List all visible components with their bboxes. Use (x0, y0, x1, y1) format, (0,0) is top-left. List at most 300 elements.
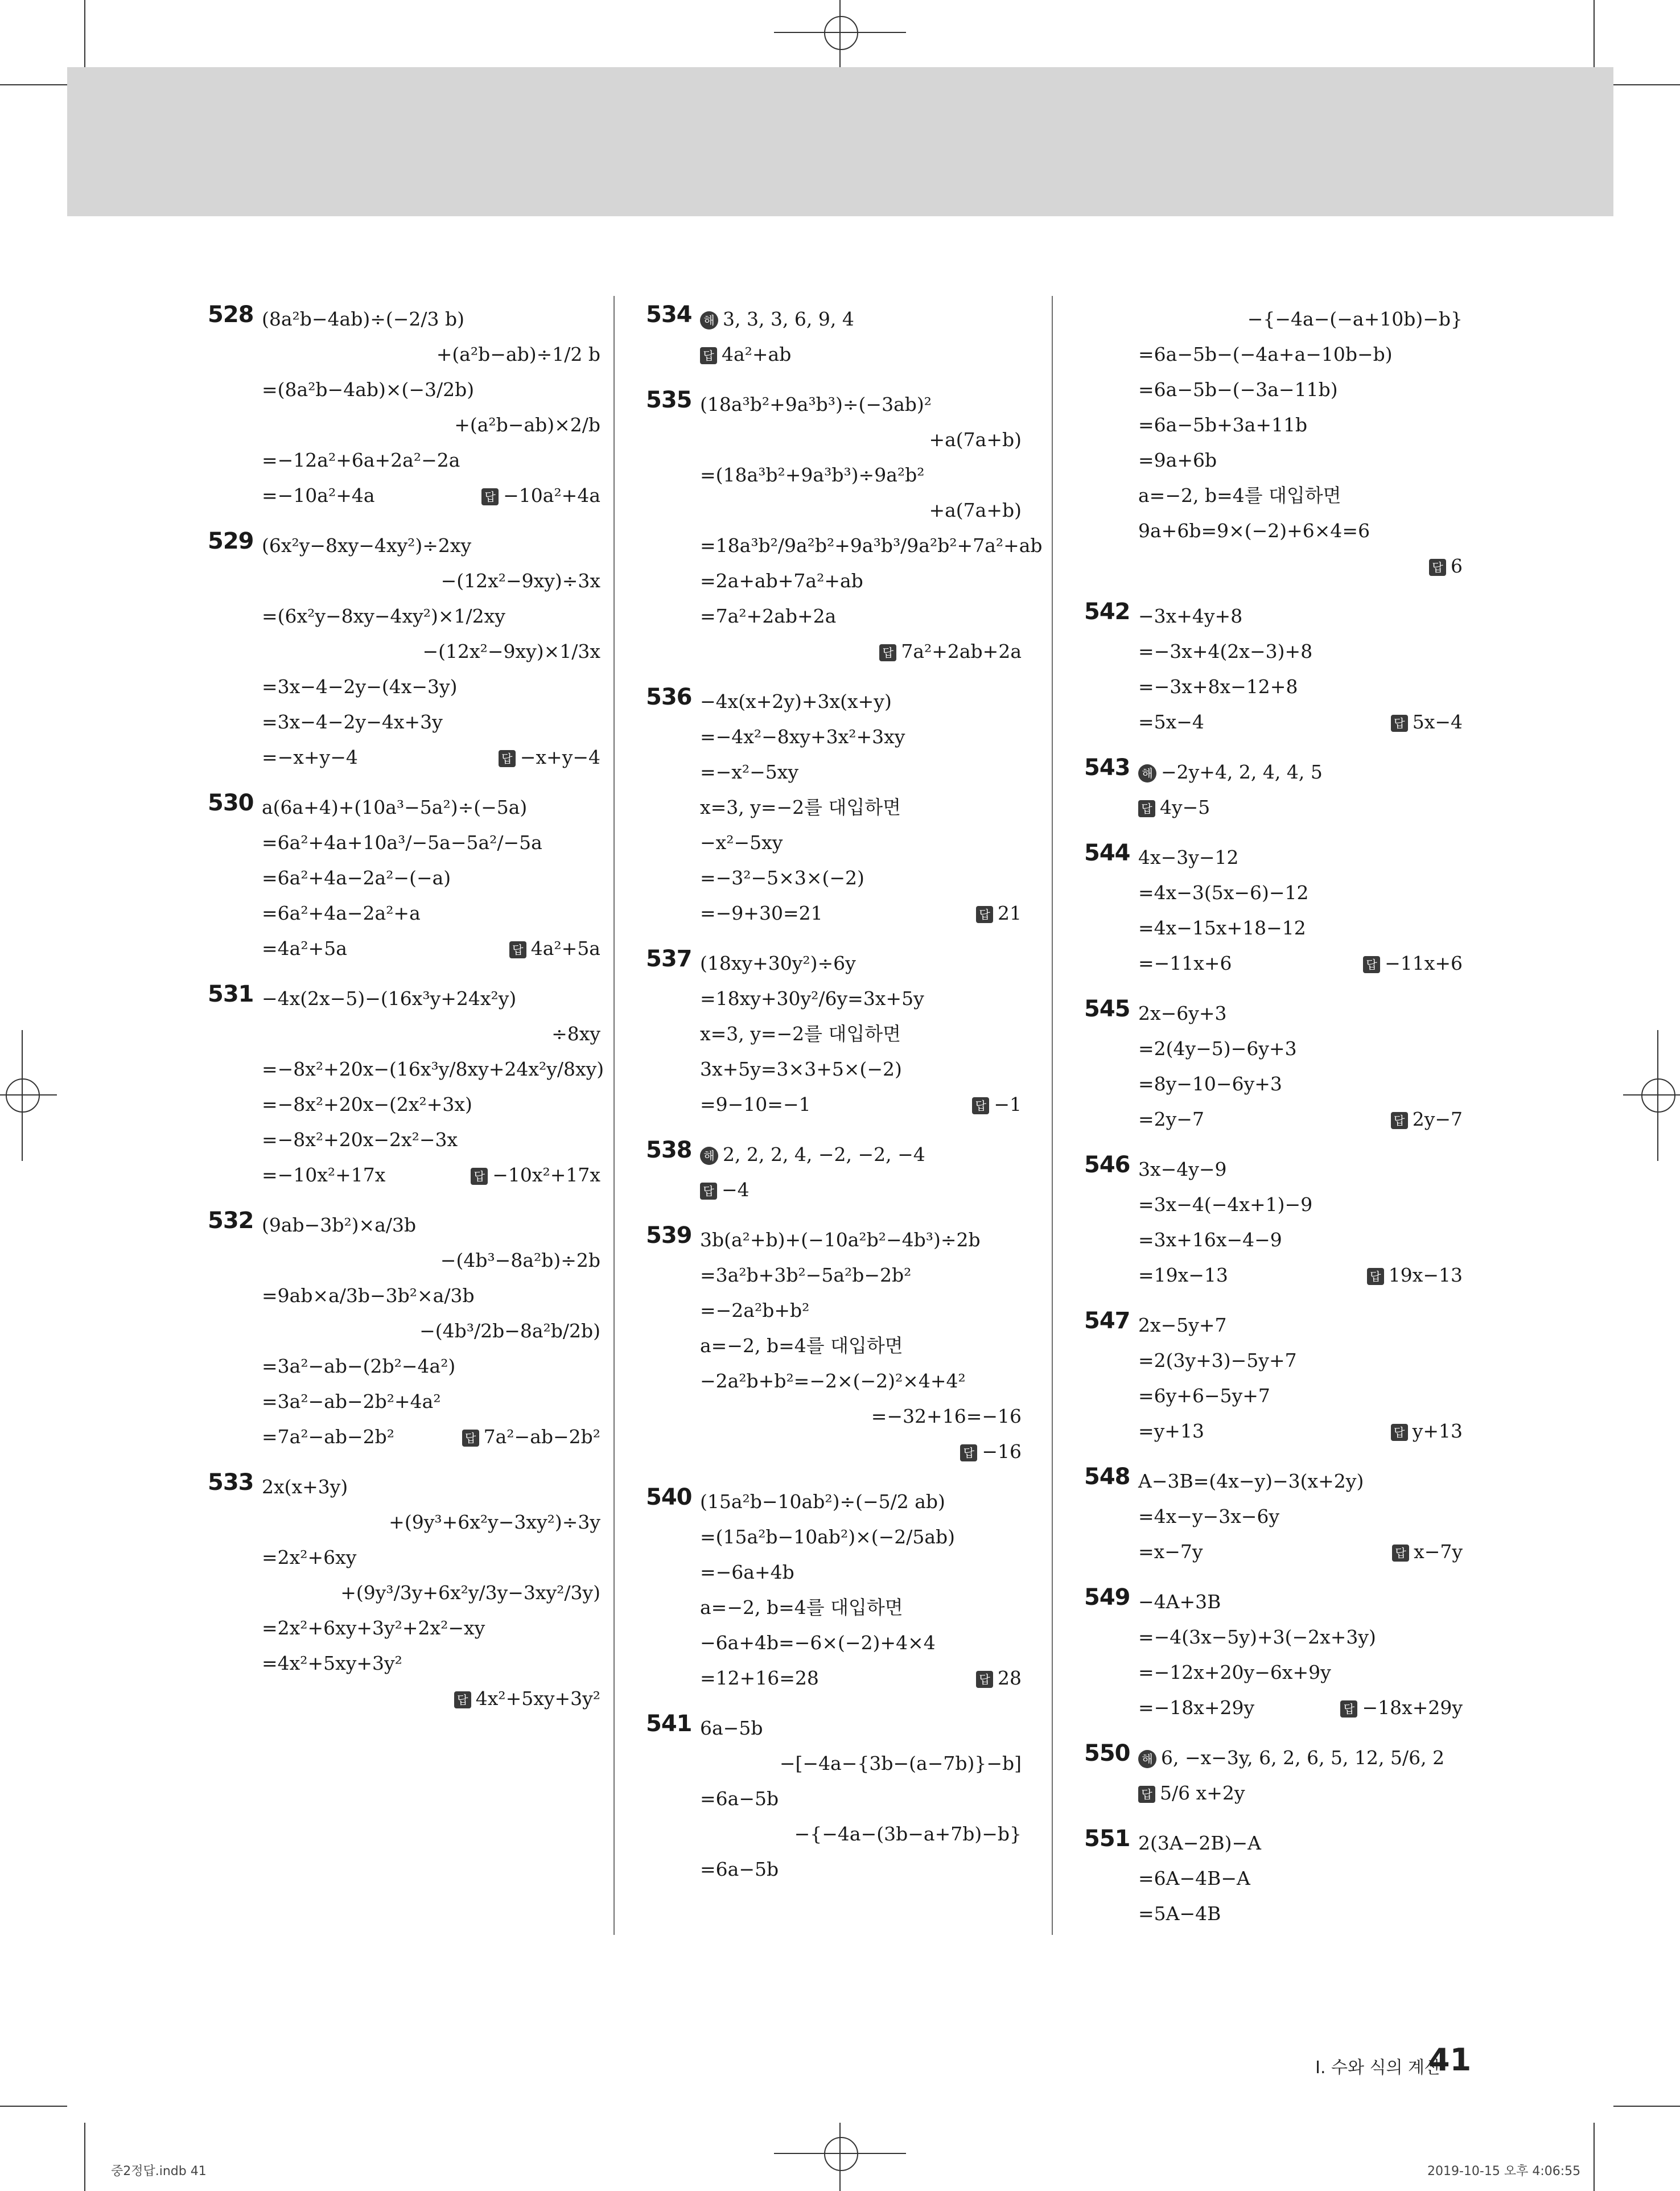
answer-icon: 답 (499, 750, 516, 767)
problem-531 (208, 981, 604, 1193)
answer-text: x−7y (1414, 1541, 1463, 1563)
problem-529 (208, 528, 600, 775)
answer-icon: 답 (879, 644, 896, 661)
answer-icon: 답 (1391, 1112, 1408, 1129)
registration-mark (6, 1078, 40, 1113)
solution-line (1138, 634, 1463, 669)
page-number: 41 (1428, 2042, 1472, 2078)
solution-line (262, 740, 600, 775)
answer-text: −1 (994, 1093, 1022, 1115)
column-divider (1052, 296, 1053, 1935)
expression-text: (18a³b²+9a³b³)÷(−3ab)² (700, 393, 932, 415)
solution-line (1138, 1378, 1463, 1414)
expression-text: =(15a²b−10ab²)×(−2/5ab) (700, 1526, 956, 1548)
answer-text: y+13 (1412, 1420, 1463, 1442)
solution-line (262, 1278, 600, 1313)
solution-line (1138, 337, 1463, 372)
solution-line (700, 755, 1022, 790)
solution-line (262, 443, 600, 478)
solution-line (262, 337, 600, 372)
expression-text: =6y+6−5y+7 (1138, 1385, 1270, 1407)
solution-line (700, 1399, 1022, 1434)
crop-mark (84, 0, 85, 67)
solution-line (262, 1122, 600, 1158)
expression-text: =(8a²b−4ab)×(−3/2b) (262, 378, 475, 401)
answer (481, 478, 600, 513)
solution-line (1138, 1102, 1463, 1137)
problem-538 (646, 1137, 1022, 1208)
solution-line (262, 407, 600, 443)
hint-icon: 해 (1138, 764, 1156, 782)
expression-text: −(12x²−9xy)×1/3x (422, 640, 600, 662)
expression-text: =3x−4−2y−(4x−3y) (262, 676, 458, 698)
answer-icon: 답 (471, 1168, 488, 1185)
expression-text: (18xy+30y²)÷6y (700, 952, 856, 974)
solution-line (262, 1384, 600, 1419)
solution-line (1138, 302, 1463, 337)
problem-number: 533 (208, 1469, 254, 1496)
solution-line (700, 1746, 1022, 1781)
expression-text: =y+13 (1138, 1420, 1204, 1442)
expression-text: =−8x²+20x−2x²−3x (262, 1129, 458, 1151)
expression-text: =6a−5b (700, 1858, 779, 1880)
answer-text: 2y−7 (1412, 1108, 1463, 1130)
solution-line (700, 563, 1022, 599)
answer (1391, 1414, 1463, 1449)
expression-text: a=−2, b=4를 대입하면 (1138, 484, 1341, 506)
registration-mark (1657, 1030, 1658, 1161)
expression-text: =3x−4−2y−4x+3y (262, 711, 443, 733)
answer-text: 5x−4 (1412, 711, 1463, 733)
expression-text: =−x²−5xy (700, 761, 799, 783)
crop-mark (1613, 2106, 1680, 2107)
expression-text: −2a²b+b²=−2×(−2)²×4+4² (700, 1370, 966, 1392)
expression-text: =7a²+2ab+2a (700, 605, 837, 627)
solution-line (1138, 1740, 1463, 1776)
expression-text: =−8x²+20x−(16x³y/8xy+24x²y/8xy) (262, 1058, 604, 1080)
answer-icon: 답 (481, 488, 499, 505)
expression-text: (8a²b−4ab)÷(−2/3 b) (262, 308, 464, 330)
problem-number: 547 (1084, 1308, 1130, 1334)
solution-line (700, 634, 1022, 669)
expression-text: +a(7a+b) (929, 499, 1022, 521)
solution-line (1138, 1308, 1463, 1343)
expression-text: =12+16=28 (700, 1667, 819, 1689)
answer-column-3 (1084, 302, 1463, 1946)
problem-number: 545 (1084, 996, 1130, 1022)
solution-line (1138, 599, 1463, 634)
solution-line (700, 1555, 1022, 1590)
expression-text: =3a²−ab−(2b²−4a²) (262, 1355, 456, 1377)
problem-number: 536 (646, 684, 692, 710)
problem-number: 529 (208, 528, 254, 554)
registration-mark (1641, 1078, 1675, 1113)
solution-line (1138, 840, 1463, 875)
answer (1367, 1258, 1463, 1293)
solution-line (1138, 1584, 1463, 1620)
crop-mark (1593, 0, 1595, 67)
answer-text: −10a²+4a (503, 484, 600, 506)
registration-mark (22, 1030, 23, 1161)
answer-text: 4y−5 (1160, 796, 1210, 818)
problem-536 (646, 684, 1022, 931)
solution-line (1138, 1464, 1463, 1499)
problem-number: 538 (646, 1137, 692, 1163)
hint-icon: 해 (700, 1147, 718, 1165)
solution-line (262, 1016, 600, 1052)
solution-line (700, 458, 1022, 493)
expression-text: =2x²+6xy (262, 1546, 357, 1568)
solution-line (1138, 1690, 1463, 1725)
expression-text: =19x−13 (1138, 1264, 1228, 1286)
expression-text: =3x−4(−4x+1)−9 (1138, 1193, 1313, 1216)
solution-line (700, 790, 1022, 825)
registration-mark (1623, 1094, 1680, 1096)
expression-text: =2(3y+3)−5y+7 (1138, 1349, 1297, 1372)
answer (879, 634, 1022, 669)
solution-line (262, 790, 600, 825)
answer (976, 896, 1022, 931)
expression-text: =−11x+6 (1138, 952, 1232, 974)
solution-line (262, 1313, 600, 1349)
solution-line (700, 1052, 1022, 1087)
solution-line (1138, 1826, 1463, 1861)
print-timestamp: 2019-10-15 오후 4:06:55 (1427, 2164, 1581, 2178)
solution-line (262, 669, 600, 705)
expression-text: 6, −x−3y, 6, 2, 6, 5, 12, 5/6, 2 (1161, 1747, 1445, 1769)
solution-line (700, 1293, 1022, 1328)
answer-text: 5/6 x+2y (1160, 1782, 1245, 1804)
crop-mark (0, 2106, 67, 2107)
expression-text: =2y−7 (1138, 1108, 1204, 1130)
expression-text: 2x−5y+7 (1138, 1314, 1227, 1336)
answer-icon: 답 (509, 941, 526, 958)
solution-line (262, 372, 600, 407)
expression-text: +(a²b−ab)×2/b (454, 414, 600, 436)
answer-icon: 답 (700, 347, 717, 364)
expression-text: x=3, y=−2를 대입하면 (700, 796, 901, 818)
expression-text: =−2a²b+b² (700, 1299, 810, 1321)
expression-text: ÷8xy (551, 1023, 600, 1045)
answer (462, 1419, 600, 1455)
problem-551 (1084, 1826, 1463, 1931)
answer-column-1 (208, 302, 604, 1731)
crop-mark (1593, 2123, 1595, 2191)
solution-line (700, 1016, 1022, 1052)
expression-text: =3a²b+3b²−5a²b−2b² (700, 1264, 912, 1286)
answer (509, 931, 600, 966)
solution-line (700, 1484, 1022, 1519)
expression-text: =6a−5b+3a+11b (1138, 414, 1308, 436)
registration-mark (839, 2123, 841, 2191)
solution-line (700, 1172, 1022, 1208)
answer-icon: 답 (972, 1097, 989, 1114)
problem-550 (1084, 1740, 1463, 1811)
answer (976, 1661, 1022, 1696)
solution-line (262, 1087, 600, 1122)
solution-line (1138, 755, 1463, 790)
expression-text: =6a²+4a+10a³/−5a−5a²/−5a (262, 831, 542, 854)
solution-line (1138, 1620, 1463, 1655)
solution-line (1138, 946, 1463, 981)
problem-continued (1084, 302, 1463, 584)
solution-line (262, 705, 600, 740)
answer-icon: 답 (700, 1183, 717, 1200)
solution-line (1138, 669, 1463, 705)
expression-text: =2a+ab+7a²+ab (700, 570, 863, 592)
expression-text: −{−4a−(3b−a+7b)−b} (794, 1823, 1022, 1845)
expression-text: =2x²+6xy+3y²+2x²−xy (262, 1617, 485, 1639)
solution-line (700, 1781, 1022, 1817)
solution-line (700, 896, 1022, 931)
answer-icon: 답 (976, 1671, 993, 1688)
answer-text: −x+y−4 (520, 746, 600, 768)
solution-line (262, 1052, 604, 1087)
expression-text: 3b(a²+b)+(−10a²b²−4b³)÷2b (700, 1229, 981, 1251)
answer-text: −4 (722, 1179, 750, 1201)
answer-text: 4x²+5xy+3y² (475, 1687, 600, 1710)
solution-line (262, 1540, 600, 1575)
expression-text: 9a+6b=9×(−2)+6×4=6 (1138, 520, 1370, 542)
solution-line (1138, 1499, 1463, 1534)
answer-icon: 답 (1392, 1545, 1409, 1562)
problem-number: 530 (208, 790, 254, 816)
expression-text: A−3B=(4x−y)−3(x+2y) (1138, 1470, 1364, 1492)
expression-text: =4x−y−3x−6y (1138, 1505, 1280, 1527)
expression-text: −4x(x+2y)+3x(x+y) (700, 690, 892, 713)
expression-text: 2(3A−2B)−A (1138, 1832, 1261, 1854)
answer-icon: 답 (1138, 800, 1155, 817)
solution-line (262, 634, 600, 669)
expression-text: =(18a³b²+9a³b³)÷9a²b² (700, 464, 925, 486)
expression-text: =−6a+4b (700, 1561, 794, 1583)
expression-text: −6a+4b=−6×(−2)+4×4 (700, 1632, 936, 1654)
crop-mark (0, 84, 67, 85)
solution-line (700, 1590, 1022, 1625)
solution-line (1138, 513, 1463, 549)
problem-number: 543 (1084, 755, 1130, 781)
expression-text: =−9+30=21 (700, 902, 823, 924)
problem-544 (1084, 840, 1463, 981)
solution-line (700, 599, 1022, 634)
answer-text: −18x+29y (1362, 1696, 1463, 1719)
problem-543 (1084, 755, 1463, 825)
solution-line (262, 599, 600, 634)
solution-line (700, 1711, 1022, 1746)
solution-line (1138, 443, 1463, 478)
expression-text: =4x−15x+18−12 (1138, 917, 1306, 939)
problem-number: 534 (646, 302, 692, 328)
problem-number: 548 (1084, 1464, 1130, 1490)
expression-text: =9−10=−1 (700, 1093, 811, 1115)
solution-line (1138, 1222, 1463, 1258)
problem-number: 540 (646, 1484, 692, 1510)
solution-line (700, 1661, 1022, 1696)
answer (1391, 1102, 1463, 1137)
expression-text: +(9y³/3y+6x²y/3y−3xy²/3y) (340, 1582, 600, 1604)
answer-text: 6 (1451, 555, 1463, 577)
expression-text: −3x+4y+8 (1138, 605, 1243, 627)
solution-line (262, 478, 600, 513)
problem-549 (1084, 1584, 1463, 1725)
solution-line (1138, 1896, 1463, 1931)
solution-line (1138, 1655, 1463, 1690)
expression-text: a=−2, b=4를 대입하면 (700, 1596, 903, 1618)
expression-text: a=−2, b=4를 대입하면 (700, 1335, 903, 1357)
problem-533 (208, 1469, 600, 1716)
problem-number: 546 (1084, 1152, 1130, 1178)
solution-line (1138, 549, 1463, 584)
answer-icon: 답 (1340, 1700, 1357, 1718)
problem-541 (646, 1711, 1022, 1887)
solution-line (1138, 790, 1463, 825)
expression-text: =6a²+4a−2a²+a (262, 902, 421, 924)
solution-line (700, 825, 1022, 860)
solution-line (700, 387, 1022, 422)
solution-line (1138, 1343, 1463, 1378)
expression-text: +a(7a+b) (929, 429, 1022, 451)
answer-text: 28 (998, 1667, 1022, 1689)
solution-line (700, 946, 1022, 981)
expression-text: =4x−3(5x−6)−12 (1138, 882, 1309, 904)
expression-text: −x²−5xy (700, 831, 783, 854)
column-divider (613, 296, 615, 1935)
expression-text: =−12a²+6a+2a²−2a (262, 449, 460, 471)
problem-528 (208, 302, 600, 513)
answer-text: −10x²+17x (492, 1164, 600, 1186)
expression-text: =(6x²y−8xy−4xy²)×1/2xy (262, 605, 505, 627)
solution-line (1138, 705, 1463, 740)
expression-text: =−10a²+4a (262, 484, 375, 506)
problem-number: 531 (208, 981, 254, 1007)
solution-line (262, 563, 600, 599)
solution-line (700, 422, 1022, 458)
answer (499, 740, 600, 775)
problem-number: 541 (646, 1711, 692, 1737)
expression-text: =−18x+29y (1138, 1696, 1255, 1719)
expression-text: =18xy+30y²/6y=3x+5y (700, 987, 924, 1010)
solution-line (700, 860, 1022, 896)
problem-540 (646, 1484, 1022, 1696)
solution-line (1138, 1861, 1463, 1896)
problem-534 (646, 302, 1022, 372)
solution-line (700, 1434, 1022, 1469)
solution-line (700, 1258, 1022, 1293)
expression-text: =6a−5b (700, 1788, 779, 1810)
solution-line (700, 1625, 1022, 1661)
answer-icon: 답 (1367, 1268, 1384, 1285)
expression-text: −2y+4, 2, 4, 4, 5 (1161, 761, 1323, 783)
expression-text: 3x+5y=3×3+5×(−2) (700, 1058, 902, 1080)
expression-text: x=3, y=−2를 대입하면 (700, 1023, 901, 1045)
answer-icon: 답 (1391, 715, 1408, 732)
solution-line (1138, 1031, 1463, 1066)
solution-line (262, 302, 600, 337)
expression-text: +(a²b−ab)÷1/2 b (436, 343, 600, 365)
answer (1391, 705, 1463, 740)
expression-text: 2, 2, 2, 4, −2, −2, −4 (723, 1143, 925, 1165)
answer (960, 1434, 1022, 1469)
solution-line (262, 1575, 600, 1611)
problem-539 (646, 1222, 1022, 1469)
solution-line (262, 1681, 600, 1716)
expression-text: (15a²b−10ab²)÷(−5/2 ab) (700, 1490, 945, 1513)
solution-line (262, 896, 600, 931)
expression-text: =3x+16x−4−9 (1138, 1229, 1282, 1251)
solution-line (700, 684, 1022, 719)
problem-537 (646, 946, 1022, 1122)
answer-text: 21 (998, 902, 1022, 924)
crop-mark (84, 2123, 85, 2191)
solution-line (262, 981, 600, 1016)
problem-number: 544 (1084, 840, 1130, 866)
expression-text: −{−4a−(−a+10b)−b} (1247, 308, 1463, 330)
solution-line (262, 1469, 600, 1505)
expression-text: −[−4a−{3b−(a−7b)}−b] (779, 1752, 1022, 1774)
problem-number: 549 (1084, 1584, 1130, 1611)
solution-line (262, 1646, 600, 1681)
answer-icon: 답 (960, 1444, 977, 1461)
expression-text: =5x−4 (1138, 711, 1204, 733)
hint-icon: 해 (700, 311, 718, 330)
expression-text: a(6a+4)+(10a³−5a²)÷(−5a) (262, 796, 528, 818)
expression-text: =2(4y−5)−6y+3 (1138, 1037, 1297, 1060)
answer (972, 1087, 1022, 1122)
answer-icon: 답 (976, 906, 993, 923)
expression-text: 3, 3, 3, 6, 9, 4 (723, 308, 854, 330)
solution-line (262, 1611, 600, 1646)
problem-number: 550 (1084, 1740, 1130, 1766)
expression-text: −4x(2x−5)−(16x³y+24x²y) (262, 987, 517, 1010)
expression-text: 2x−6y+3 (1138, 1002, 1227, 1024)
solution-line (262, 528, 600, 563)
solution-line (700, 493, 1022, 528)
expression-text: −(12x²−9xy)÷3x (440, 570, 600, 592)
answer-column-2 (646, 302, 1043, 1902)
answer-icon: 답 (1429, 559, 1446, 576)
crop-mark (1613, 84, 1680, 85)
expression-text: 6a−5b (700, 1717, 763, 1739)
solution-line (262, 860, 600, 896)
expression-text: =6a−5b−(−3a−11b) (1138, 378, 1338, 401)
problem-532 (208, 1208, 600, 1455)
answer-icon: 답 (462, 1430, 479, 1447)
solution-line (1138, 1152, 1463, 1187)
expression-text: =−3x+4(2x−3)+8 (1138, 640, 1313, 662)
registration-mark (824, 16, 858, 50)
problem-548 (1084, 1464, 1463, 1570)
solution-line (1138, 1066, 1463, 1102)
solution-line (1138, 875, 1463, 911)
hint-icon: 해 (1138, 1750, 1156, 1768)
answer-text: 4a²+ab (722, 343, 792, 365)
problem-542 (1084, 599, 1463, 740)
problem-546 (1084, 1152, 1463, 1293)
expression-text: =9a+6b (1138, 449, 1217, 471)
expression-text: (9ab−3b²)×a/3b (262, 1214, 417, 1236)
solution-line (262, 1505, 600, 1540)
problem-545 (1084, 996, 1463, 1137)
solution-line (700, 981, 1022, 1016)
answer (1363, 946, 1463, 981)
registration-mark (839, 0, 841, 67)
expression-text: =−32+16=−16 (871, 1405, 1022, 1427)
solution-line (262, 1243, 600, 1278)
expression-text: +(9y³+6x²y−3xy²)÷3y (389, 1511, 600, 1533)
solution-line (262, 1419, 600, 1455)
solution-line (1138, 911, 1463, 946)
solution-line (1138, 1258, 1463, 1293)
